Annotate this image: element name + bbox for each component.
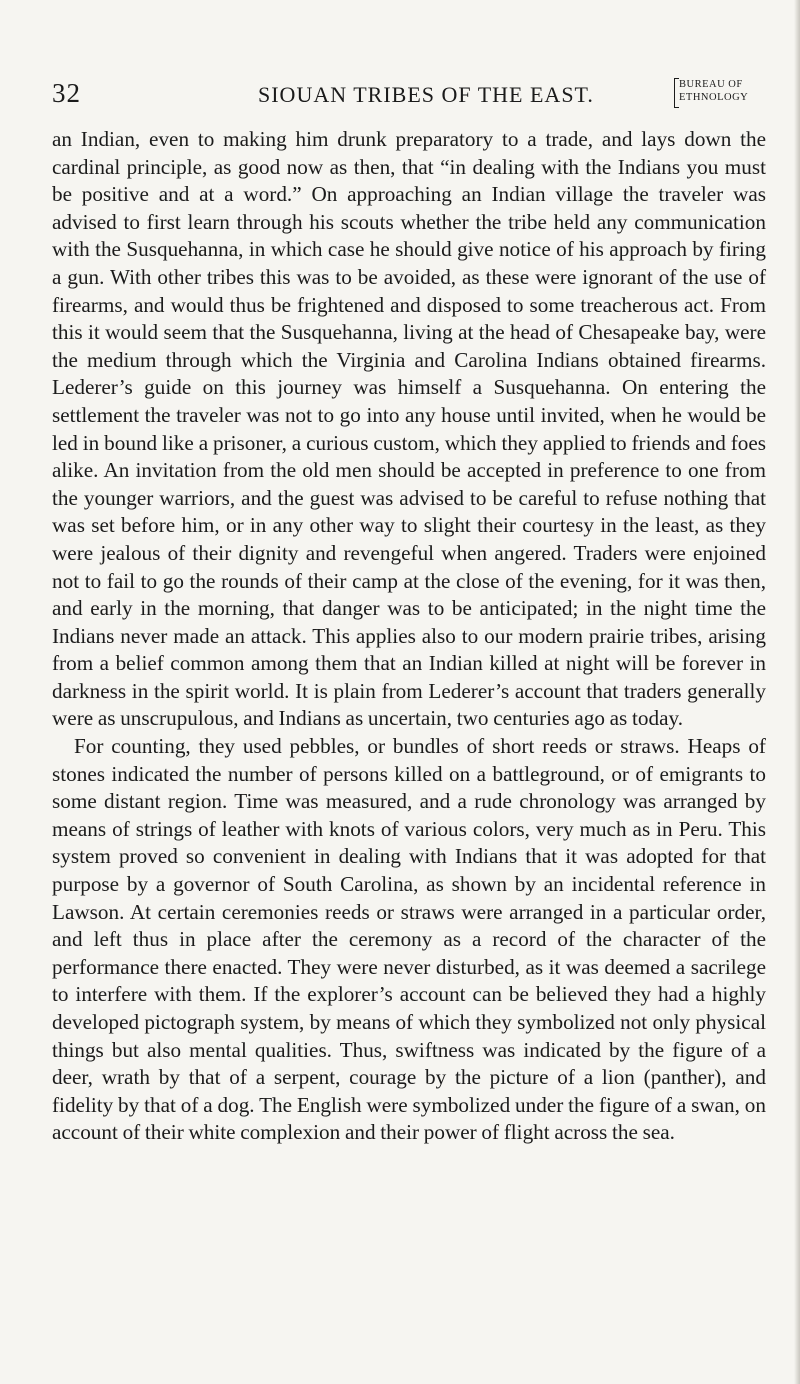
paragraph-1: an Indian, even to making him drunk preparatory to a trade, and lays down the cardinal principle, as good now as then, that “in dealing with the Indians you must be positive and at a word.” On approaching an Indian village the traveler was advised to first learn through his scouts whether the tribe held any communication with the Susquehanna, in which case he should give notice of his approach by firing a gun. With other tribes this was to be avoided, as these were ignorant of the use of firearms, and would thus be frightened and disposed to some treacherous act. From this it would seem that the Susquehanna, living at the head of Chesapeake bay, were the medium through which the Virginia and Carolina Indians obtained firearms. Lederer’s guide on this journey was himself a Susquehanna. On entering the settlement the traveler was not to go into any house until invited, when he would be led in bound like a prisoner, a curious custom, which they applied to friends and foes alike. An invitation from the old men should be accepted in preference to one from the younger warriors, and the guest was advised to be careful to refuse nothing that was set before him, or in any other way to slight their courtesy in the least, as they were jealous of their dignity and revengeful when angered. Traders were enjoined not to fail to go the rounds of their camp at the close of the evening, for it was then, and early in the morning, that danger was to be anticipated; in the night time the Indians never made an attack. This applies also to our modern prairie tribes, arising from a belief common among them that an Indian killed at night will be forever in darkness in the spirit world. It is plain from Lederer’s account that traders generally were as unscrupulous, and Indians as uncertain, two centuries ago as today.	[52, 127, 766, 731]
page-header	[52, 78, 766, 114]
bureau-line-1: BUREAU OF	[679, 79, 743, 90]
page-edge-shadow	[794, 0, 800, 1384]
bureau-bracket	[674, 78, 768, 108]
running-title: SIOUAN TRIBES OF THE EAST.	[258, 82, 594, 107]
body-text	[52, 126, 766, 1147]
bureau-line-2: ETHNOLOGY	[679, 92, 749, 103]
paragraph-2: For counting, they used pebbles, or bundles of short reeds or straws. Heaps of stones indicated the number of persons killed on a battleground, or of emigrants to some distant region. Time was measured, and a rude chronology was arranged by means of strings of leather with knots of various colors, very much as in Peru. This system proved so convenient in dealing with Indians that it was adopted for that purpose by a governor of South Carolina, as shown by an incidental reference in Lawson. At certain ceremonies reeds or straws were arranged in a particular order, and left thus in place after the ceremony as a record of the character of the performance there enacted. They were never disturbed, as it was deemed a sacrilege to interfere with them. If the explorer’s account can be believed they had a highly developed pictograph system, by means of which they symbolized not only physical things but also mental qualities. Thus, swiftness was indicated by the figure of a deer, wrath by that of a serpent, courage by the picture of a lion (panther), and fidelity by that of a dog. The English were symbolized under the figure of a swan, on account of their white complexion and their power of flight across the sea.	[52, 734, 766, 1145]
page-number: 32	[52, 78, 81, 108]
